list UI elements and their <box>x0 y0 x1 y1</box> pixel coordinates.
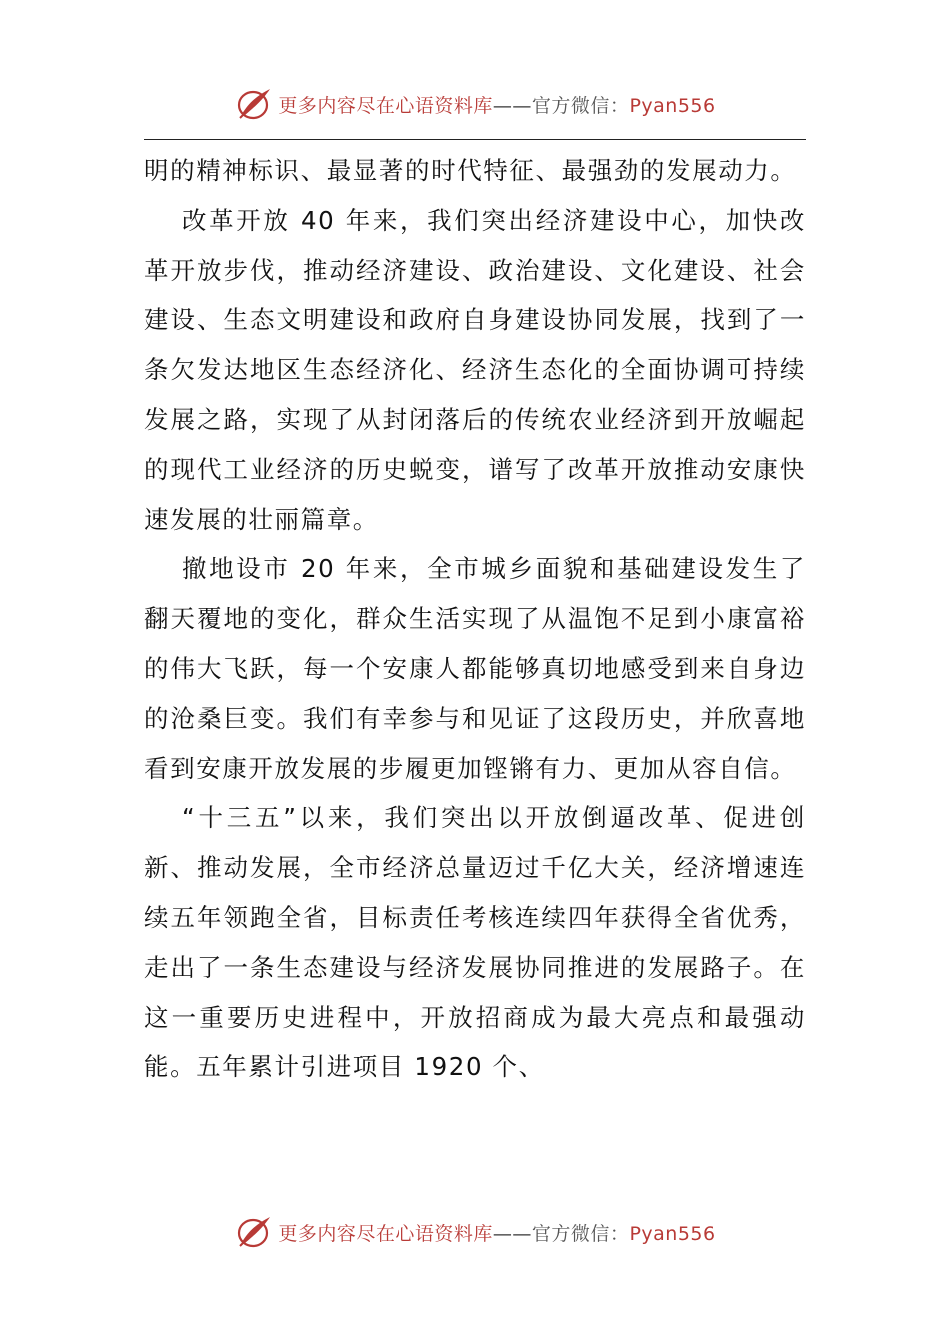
document-body <box>144 146 806 1092</box>
watermark-wechat-id: Pyan556 <box>629 1222 716 1245</box>
quill-logo-icon <box>234 84 274 124</box>
header-watermark <box>0 84 950 124</box>
watermark-official-label: 官方微信： <box>531 94 630 117</box>
watermark-wechat-id: Pyan556 <box>629 94 716 117</box>
watermark-site: 更多内容尽在心语资料库 <box>278 94 493 117</box>
watermark-official-label: 官方微信： <box>531 1222 630 1245</box>
footer-watermark <box>0 1212 950 1252</box>
quill-logo-icon <box>234 1212 274 1252</box>
watermark-site: 更多内容尽在心语资料库 <box>278 1222 493 1245</box>
paragraph: 明的精神标识、最显著的时代特征、最强劲的发展动力。 <box>144 156 797 185</box>
watermark-dash: —— <box>492 94 532 117</box>
watermark-dash: —— <box>492 1222 532 1245</box>
paragraph: “十三五”以来，我们突出以开放倒逼改革、促进创新、推动发展，全市经济总量迈过千亿大关，经济增速连续五年领跑全省，目标责任考核连续四年获得全省优秀，走出了一条生态建设与经济发展协同推进的发展路子。在这一重要历史进程中，开放招商成为最大亮点和最强动能。五年累计引进项目 1920 个、 <box>144 803 806 1082</box>
paragraph: 撤地设市 20 年来，全市城乡面貌和基础建设发生了翻天覆地的变化，群众生活实现了从温饱不足到小康富裕的伟大飞跃，每一个安康人都能够真切地感受到来自身边的沧桑巨变。我们有幸参与和见证了这段历史，并欣喜地看到安康开放发展的步履更加铿锵有力、更加从容自信。 <box>144 554 806 783</box>
watermark-text <box>278 91 715 118</box>
paragraph: 改革开放 40 年来，我们突出经济建设中心，加快改革开放步伐，推动经济建设、政治建设、文化建设、社会建设、生态文明建设和政府自身建设协同发展，找到了一条欠发达地区生态经济化、经济生态化的全面协调可持续发展之路，实现了从封闭落后的传统农业经济到开放崛起的现代工业经济的历史蜕变，谱写了改革开放推动安康快速发展的壮丽篇章。 <box>144 205 806 534</box>
header-divider <box>144 139 806 140</box>
watermark-text <box>278 1219 715 1246</box>
